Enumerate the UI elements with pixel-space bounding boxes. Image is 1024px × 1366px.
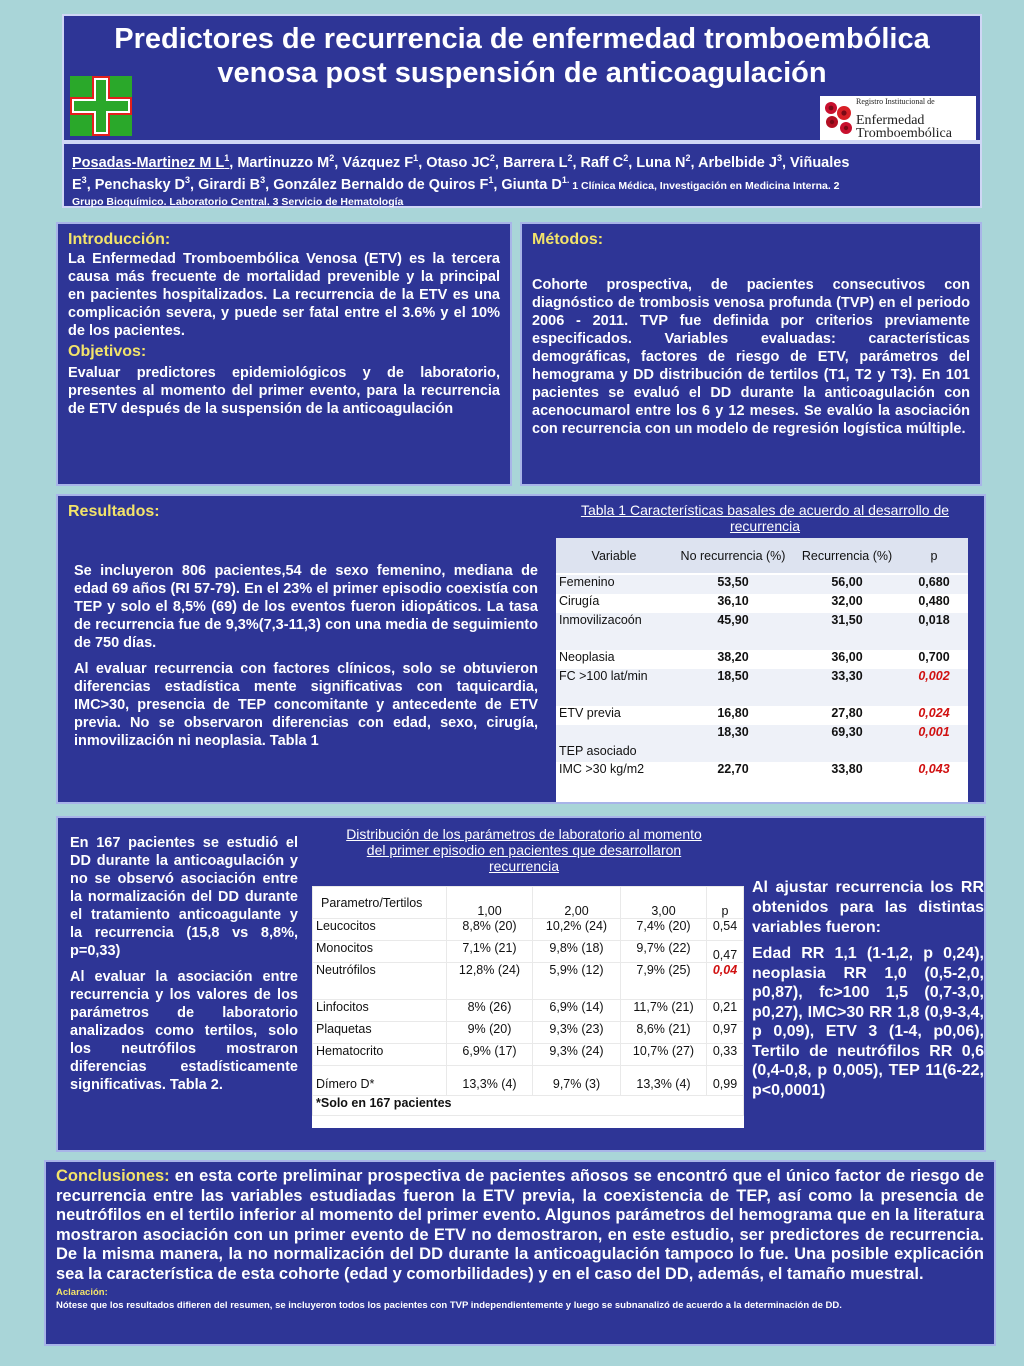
table-row: Inmovilizacoón 45,90 31,50 0,018 <box>556 613 968 650</box>
table-row: Cirugía 36,10 32,00 0,480 <box>559 594 950 608</box>
table-row: Neutrófilos 12,8% (24) 5,9% (12) 7,9% (25) 0,04 <box>313 963 744 1000</box>
table1-caption: Tabla 1 Características basales de acuerdo al desarrollo de recurrencia <box>580 502 950 534</box>
table-row: Monocitos 7,1% (21) 9,8% (18) 9,7% (22) 0,47 <box>313 941 744 963</box>
table-row: Femenino 53,50 56,00 0,680 <box>556 574 968 594</box>
conclusions-text: Conclusiones: en esta corte preliminar prospectiva de pacientes añosos se encontró que el único factor de riesgo de recurrencia entre las variables estudiadas fueron la ETV previa, la coexistencia de TEP, así como la presencia de neutrófilos en el tertilo inferior al momento del primer evento. Algunos parámetros del hemograma que en la literatura mostraron asociación con un primer evento de ETV no demostraron, en este estudio, ser predictores de recurrencia. De la misma manera, la no normalización del DD durante la anticoagulación tampoco lo fue. Una posible explicación sea la característica de esta cohorte (edad y comorbilidades) y en el caso del DD, además, el tamaño muestral. <box>56 1167 984 1283</box>
poster-header <box>62 14 982 142</box>
affiliation-text: 1 Clínica Médica, Investigación en Medicina Interna. 2 <box>569 179 840 192</box>
table-row: Neoplasia 38,20 36,00 0,700 <box>559 650 950 664</box>
red-cross-logo <box>70 76 132 136</box>
table1 <box>556 538 968 798</box>
intro-heading: Introducción: <box>68 231 171 248</box>
table2-footnote: *Solo en 167 pacientes <box>313 1096 744 1116</box>
methods-heading: Métodos: <box>532 231 604 248</box>
table1-container <box>556 538 968 802</box>
blood-cells-icon <box>822 100 856 136</box>
table2 <box>312 886 744 1116</box>
authors-box <box>62 142 982 208</box>
authors-line-2: $E^3$, Penchasky $D^3$, Girardi $B^3$, González Bernaldo de Quiros $F^1$, Giunta $D^{1.}$ 1 Clínica Médica, Investigación en Medicina Interna. 2 <box>72 174 840 193</box>
logo-text-1: Enfermedad <box>856 113 925 128</box>
table2-header-row: Parametro/Tertilos 1,00 2,00 3,00 p <box>313 887 744 919</box>
table-row: FC >100 lat/min 18,50 33,30 0,002 <box>556 669 968 706</box>
table-row: Linfocitos 8% (26) 6,9% (14) 11,7% (21) 0,21 <box>313 1000 744 1022</box>
table-row: ETV previa 16,80 27,80 0,024 <box>559 706 950 720</box>
table1-header: No recurrencia (%) <box>672 538 794 574</box>
registry-logo <box>820 96 976 140</box>
objectives-text: Evaluar predictores epidemiológicos y de laboratorio, presentes al momento del primer evento, para la recurrencia de ETV después de la suspensión de la anticoagulación <box>68 365 500 417</box>
affiliation-text-2: Grupo Bioquímico. Laboratorio Central. 3 Servicio de Hematología <box>72 195 404 208</box>
table2-footnote-row <box>313 1096 744 1116</box>
adjust-paragraph-2: Edad RR 1,1 (1-1,2, p 0,24), neoplasia RR 1,0 (0,5-2,0, p0,87), fc>100 1,5 (0,7-3,0, p0,27), IMC>30 RR 1,8 (0,9-3,4, p 0,09), ETV 3 (1-4, p0,06), Tertilo de neutrófilos RR 0,6 (0,4-0,8, p 0,005), TEP 11(6-22, p<0,0001) <box>752 945 984 1099</box>
table1-header-row <box>556 538 968 574</box>
results-paragraph-2: Al evaluar recurrencia con factores clínicos, solo se obtuvieron diferencias estadística mente significativas con taquicardia, IMC>30, presencia de TEP concomitante y antecedente de ETV previa. No se observaron diferencias con edad, sexo, cirugía, inmovilización ni neoplasia. Tabla 1 <box>74 661 538 749</box>
table-row: Hematocrito 6,9% (17) 9,3% (24) 10,7% (27) 0,33 <box>313 1044 744 1066</box>
lab-panel <box>56 816 986 1152</box>
adjust-paragraph-1: Al ajustar recurrencia los RR obtenidos para las distintas variables fueron: <box>752 879 984 936</box>
table-row: IMC >30 kg/m2 22,70 33,80 0,043 <box>559 762 950 776</box>
intro-text: La Enfermedad Tromboembólica Venosa (ETV) es la tercera causa más frecuente de mortalidad prevenible y la principal en pacientes hospitalizados. La recurrencia de la ETV es una complicación severa, y puede ser fatal entre el 3.6% y el 10% de los pacientes. <box>68 251 500 339</box>
table-row: TEP asociado 18,30 69,30 0,001 <box>556 725 968 762</box>
objectives-heading: Objetivos: <box>68 343 147 360</box>
results-panel <box>56 494 986 804</box>
dd-paragraph-2: Al evaluar la asociación entre recurrencia y los valores de los parámetros de laboratorio analizados como tertilos, solo los neutrófilos mostraron diferencias estadísticamente significativas. Tabla 2. <box>70 969 298 1093</box>
intro-panel <box>56 222 512 486</box>
conclusions-panel <box>44 1160 996 1346</box>
table2-caption: Distribución de los parámetros de laboratorio al momento del primer episodio en pacientes que desarrollaron recurrencia <box>346 826 702 874</box>
table-row: Dímero D* 13,3% (4) 9,7% (3) 13,3% (4) 0,99 <box>313 1066 744 1096</box>
results-paragraph-1: Se incluyeron 806 pacientes,54 de sexo femenino, mediana de edad 69 años (RI 57-79). En el 23% el primer episodio coexistía con TEP y solo el 8,5% (69) de los eventos fueron idiopáticos. La tasa de recurrencia fue de 9,3%(7,3-11,3) con una media de seguimiento de 750 días. <box>74 563 538 651</box>
table1-header: p <box>900 538 968 574</box>
poster-title: Predictores de recurrencia de enfermedad tromboembólica venosa post suspensión de anticoagulación <box>114 23 930 89</box>
logo-small-text: Registro Institucional de <box>856 97 935 106</box>
logo-text-2: Tromboembólica <box>856 126 952 141</box>
table-row: Plaquetas 9% (20) 9,3% (23) 8,6% (21) 0,97 <box>313 1022 744 1044</box>
table1-header: Recurrencia (%) <box>794 538 900 574</box>
note-heading: Aclaración: <box>56 1287 108 1298</box>
methods-panel <box>520 222 982 486</box>
methods-text: Cohorte prospectiva, de pacientes consecutivos con diagnóstico de trombosis venosa profunda (TVP) en el periodo 2006 - 2011. TVP fue definida por criterios previamente especificados. Variables evaluadas: características demográficas, factores de riesgo de ETV, parámetros del hemograma y DD distribución de tertilos (T1, T2 y T3). En 101 pacientes se evaluó el DD durante la anticoagulación con acenocumarol entre los 6 y 12 meses. Se evalúo la asociación con recurrencia con un modelo de regresión logística múltiple. <box>532 277 970 437</box>
note-text: Nótese que los resultados difieren del resumen, se incluyeron todos los pacientes con TVP independientemente y luego se subnanalizó de acuerdo a la determinación de DD. <box>56 1300 842 1311</box>
table1-header: Variable <box>556 538 672 574</box>
table-row: Leucocitos 8,8% (20) 10,2% (24) 7,4% (20) 0,54 <box>313 919 744 941</box>
dd-paragraph-1: En 167 pacientes se estudió el DD durante la anticoagulación y no se observó asociación entre la normalización del DD durante el tratamiento anticoagulante y la recurrencia (15,8 vs 8,8%, p=0,33) <box>70 835 298 959</box>
authors-line-1: Posadas-Martinez M $L^1$, Martinuzzo $M^2$, Vázquez $F^1$, Otaso $JC^2$, Barrera $L^2$, Raff $C^2$, Luna $N^2$, Arbelbide $J^3$, Viñuales <box>72 153 850 171</box>
table2-container <box>312 886 744 1128</box>
results-heading: Resultados: <box>68 503 160 520</box>
conclusions-heading: Conclusiones: <box>56 1167 170 1185</box>
